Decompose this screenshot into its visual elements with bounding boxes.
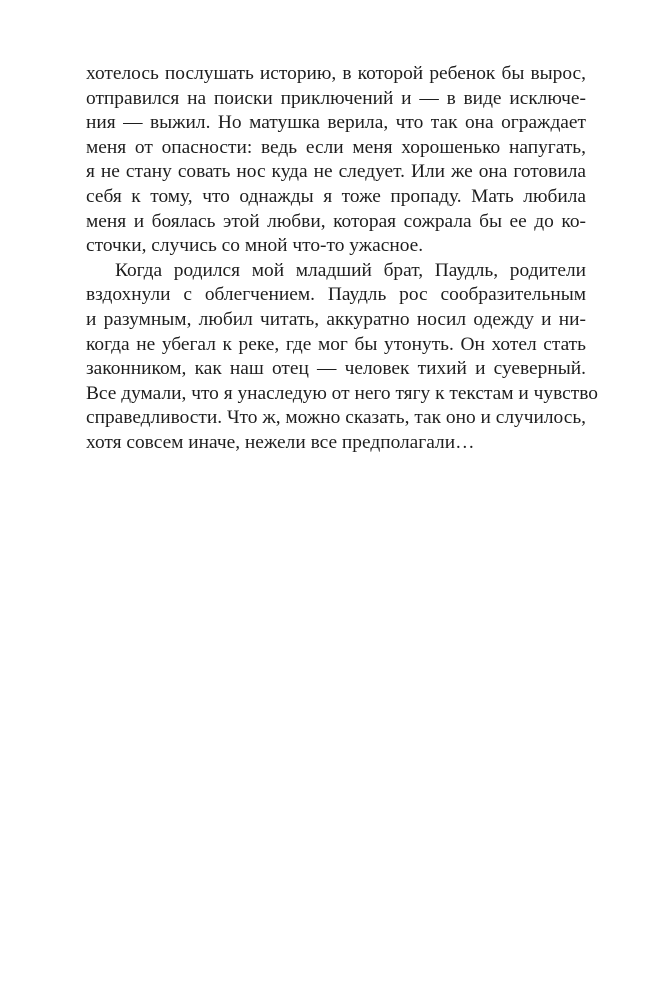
body-text <box>86 62 598 456</box>
text-line: себя к тому, что однажды я тоже пропаду. Мать любила <box>86 185 586 207</box>
text-line: хотя совсем иначе, нежели все предполагали… <box>86 431 475 453</box>
paragraph-1 <box>86 62 586 259</box>
text-line: отправился на поиски приключений и — в виде исключе- <box>86 87 586 109</box>
text-line: вздохнули с облегчением. Паудль рос сообразительным <box>86 284 586 306</box>
text-line: меня и боялась этой любви, которая сожрала бы ее до ко- <box>86 210 586 232</box>
text-line: ния — выжил. Но матушка верила, что так она ограждает <box>86 112 586 134</box>
text-line: законником, как наш отец — человек тихий и суеверный. <box>86 358 586 380</box>
text-line: когда не убегал к реке, где мог бы утонуть. Он хотел стать <box>86 333 586 355</box>
text-line: справедливости. Что ж, можно сказать, так оно и случилось, <box>86 407 587 429</box>
text-line: я не стану совать нос куда не следует. Или же она готовила <box>86 161 586 183</box>
text-line: сточки, случись со мной что-то ужасное. <box>86 235 424 257</box>
paragraph-2 <box>86 259 598 456</box>
text-line: Все думали, что я унаследую от него тягу к текстам и чувство <box>86 382 598 404</box>
text-line: и разумным, любил читать, аккуратно носил одежду и ни- <box>86 308 586 330</box>
text-line: Когда родился мой младший брат, Паудль, родители <box>115 259 586 281</box>
text-line: хотелось послушать историю, в которой ребенок бы вырос, <box>86 63 586 84</box>
text-line: меня от опасности: ведь если меня хорошенько напугать, <box>86 136 586 158</box>
